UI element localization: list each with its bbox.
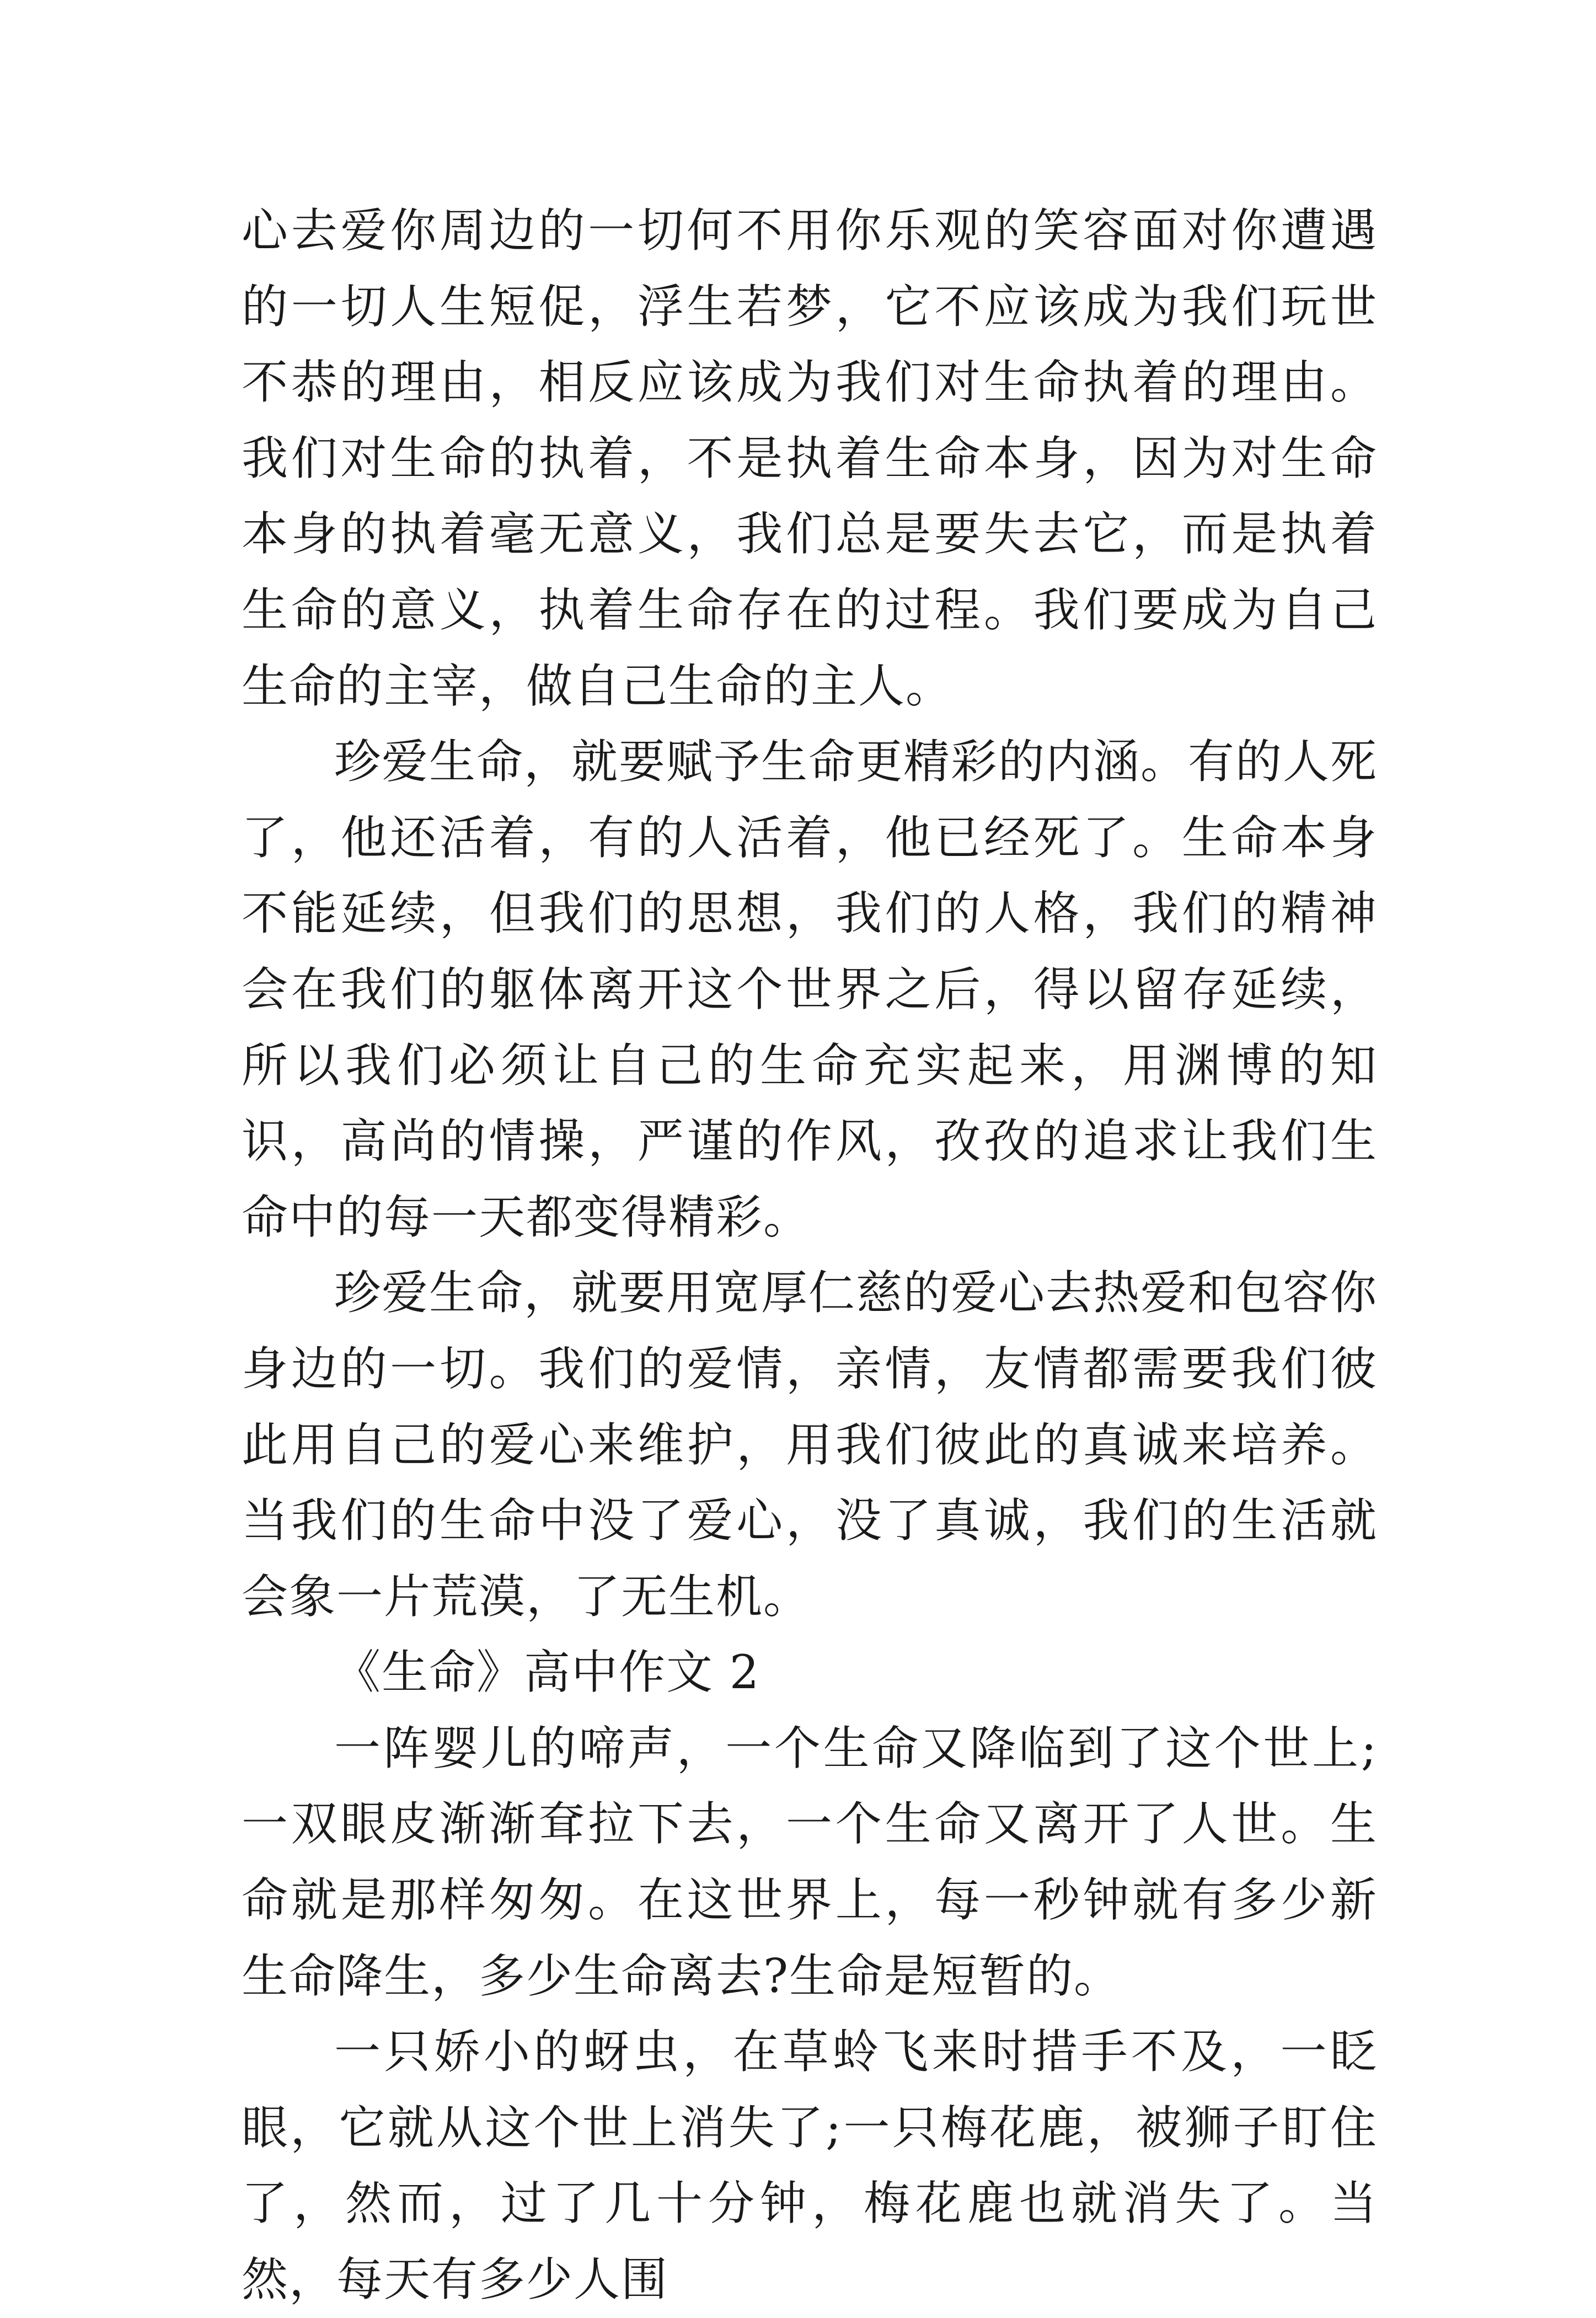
document-body bbox=[242, 193, 1378, 2318]
paragraph-4: 一阵婴儿的啼声，一个生命又降临到了这个世上;一双眼皮渐渐耷拉下去，一个生命又离开了人世。生命就是那样匆匆。在这世界上，每一秒钟就有多少新生命降生，多少生命离去?生命是短暂的。 bbox=[242, 1721, 1378, 2003]
paragraph-3: 珍爱生命，就要用宽厚仁慈的爱心去热爱和包容你身边的一切。我们的爱情，亲情，友情都需要我们彼此用自己的爱心来维护，用我们彼此的真诚来培养。当我们的生命中没了爱心，没了真诚，我们的生活就会象一片荒漠，了无生机。 bbox=[242, 1266, 1378, 1624]
paragraph-5: 一只娇小的蚜虫，在草蛉飞来时措手不及，一眨眼，它就从这个世上消失了;一只梅花鹿，被狮子盯住了，然而，过了几十分钟，梅花鹿也就消失了。当然，每天有多少人围 bbox=[242, 2025, 1378, 2307]
paragraph-2: 珍爱生命，就要赋予生命更精彩的内涵。有的人死了，他还活着，有的人活着，他已经死了。生命本身不能延续，但我们的思想，我们的人格，我们的精神会在我们的躯体离开这个世界之后，得以留存延续，所以我们必须让自己的生命充实起来，用渊博的知识，高尚的情操，严谨的作风，孜孜的追求让我们生命中的每一天都变得精彩。 bbox=[242, 735, 1378, 1244]
paragraph-1: 心去爱你周边的一切何不用你乐观的笑容面对你遭遇的一切人生短促，浮生若梦，它不应该成为我们玩世不恭的理由，相反应该成为我们对生命执着的理由。我们对生命的执着，不是执着生命本身，因为对生命本身的执着毫无意义，我们总是要失去它，而是执着生命的意义，执着生命存在的过程。我们要成为自己生命的主宰，做自己生命的主人。 bbox=[242, 204, 1378, 713]
section-heading: 《生命》高中作文 2 bbox=[334, 1645, 760, 1700]
